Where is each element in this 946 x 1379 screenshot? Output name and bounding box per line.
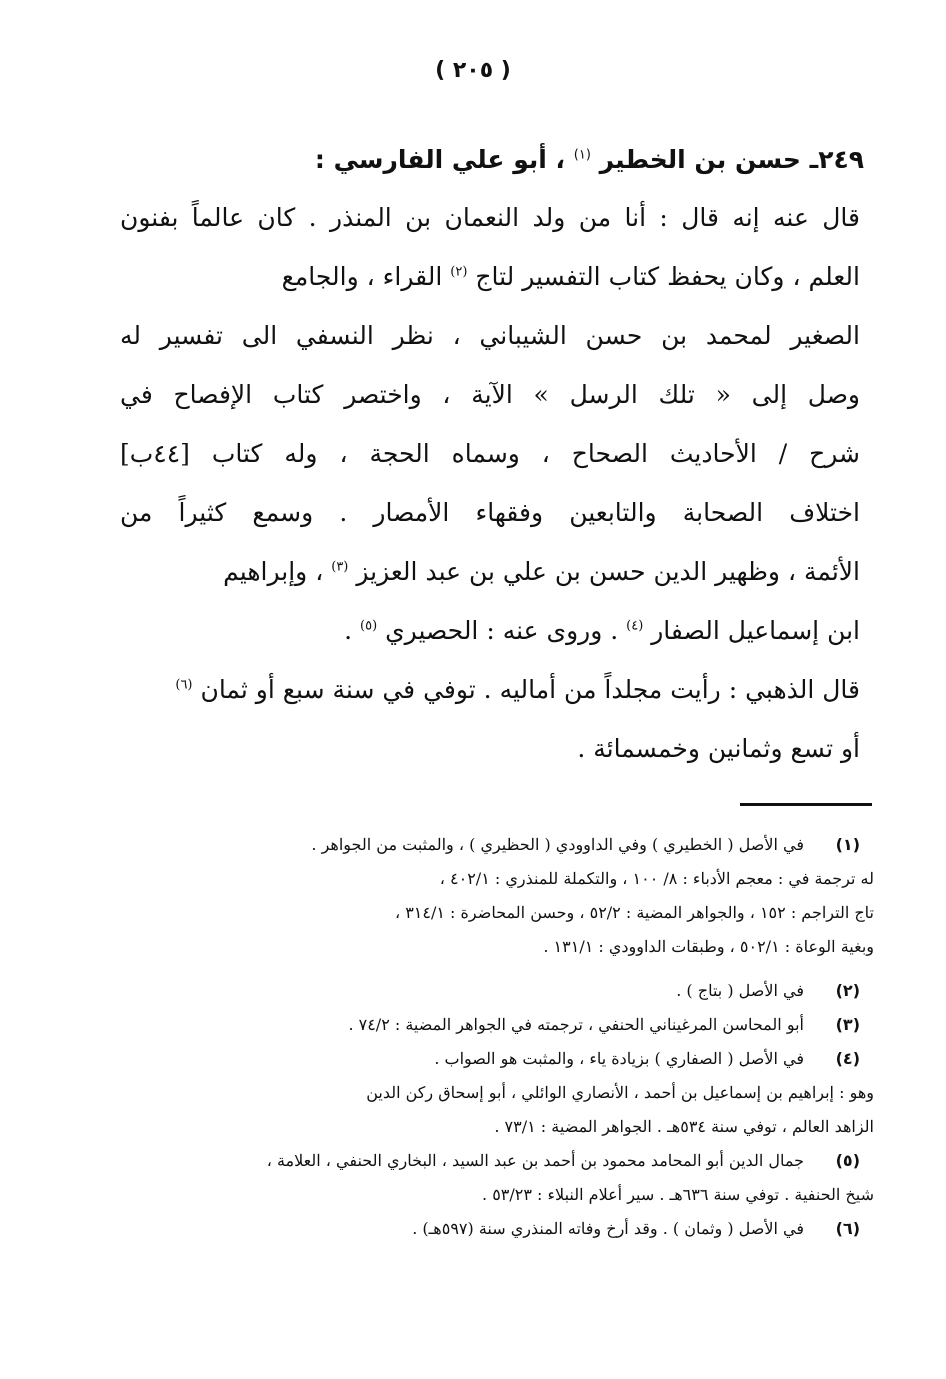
- entry-heading: [104, 140, 864, 180]
- footnote-ref: (٢): [450, 264, 468, 280]
- footnote-number: (٥): [835, 1151, 860, 1170]
- footnotes: [120, 828, 874, 1246]
- body-text: . وروى عنه : الحصيري: [385, 616, 619, 645]
- footnote: [120, 974, 860, 1008]
- footnote-text: [120, 1042, 874, 1144]
- body-text: قال الذهبي : رأيت مجلداً من أماليه . توفي في سنة سبع أو ثمان: [200, 675, 860, 704]
- footnote: [120, 1144, 874, 1212]
- footnote-line: تاج التراجم : ١٥٢ ، والجواهر المضية : ٥٢/٢ ، وحسن المحاضرة : ٣١٤/١ ،: [394, 903, 874, 922]
- body-line: [120, 660, 860, 719]
- footnote-text: [120, 1008, 804, 1042]
- footnote-line: في الأصل ( وثمان ) . وقد أرخ وفاته المنذري سنة (٥٩٧هـ) .: [412, 1219, 804, 1238]
- body-line: [120, 542, 860, 601]
- body-line: أو تسع وثمانين وخمسمائة .: [577, 734, 860, 763]
- footnote-ref: (٦): [175, 677, 193, 693]
- entry-body: [120, 188, 860, 778]
- footnote: [120, 1008, 860, 1042]
- footnote-line: الزاهد العالم ، توفي سنة ٥٣٤هـ . الجواهر المضية : ٧٣/١ .: [494, 1117, 874, 1136]
- page-number: ( ٢٠٥ ): [435, 58, 511, 83]
- body-line: قال عنه إنه قال : أنا من ولد النعمان بن المنذر . كان عالماً بفنون: [120, 203, 860, 232]
- spacer: [120, 964, 860, 974]
- body-text: .: [344, 616, 353, 645]
- footnote-number: (٦): [835, 1219, 860, 1238]
- footnote-ref: (٥): [360, 618, 378, 634]
- body-line: الصغير لمحمد بن حسن الشيباني ، نظر النسفي الى تفسير له: [120, 321, 860, 350]
- footnote-number: (١): [835, 835, 860, 854]
- entry-name: حسن بن الخطير: [599, 145, 801, 174]
- body-text: الأئمة ، وظهير الدين حسن بن علي بن عبد العزيز: [356, 557, 860, 586]
- footnote-text: [120, 828, 874, 964]
- footnote: [120, 1212, 860, 1246]
- body-text: ، وإبراهيم: [223, 557, 324, 586]
- footnote-separator: [740, 803, 872, 806]
- footnote-line: وهو : إبراهيم بن إسماعيل بن أحمد ، الأنصاري الوائلي ، أبو إسحاق ركن الدين: [366, 1083, 874, 1102]
- footnote-line: في الأصل ( الخطيري ) وفي الداوودي ( الحظيري ) ، والمثبت من الجواهر .: [311, 835, 804, 854]
- footnote-line: له ترجمة في : معجم الأدباء : ٨/ ١٠٠ ، والتكملة للمنذري : ٤٠٢/١ ،: [439, 869, 874, 888]
- footnote: [120, 828, 874, 964]
- footnote-line: جمال الدين أبو المحامد محمود بن أحمد بن عبد السيد ، البخاري الحنفي ، العلامة ،: [266, 1151, 804, 1170]
- entry-number: ٢٤٩ـ: [809, 145, 864, 174]
- footnote-line: في الأصل ( بتاج ) .: [676, 981, 804, 1000]
- footnote-line: وبغية الوعاة : ٥٠٢/١ ، وطبقات الداوودي : ١٣١/١ .: [543, 937, 874, 956]
- entry-kunya: ، أبو علي الفارسي :: [314, 145, 566, 174]
- body-line: وصل إلى « تلك الرسل » الآية ، واختصر كتاب الإفصاح في: [120, 380, 860, 409]
- footnote-text: [120, 1144, 874, 1212]
- footnote-ref: (٣): [331, 559, 349, 575]
- body-text: القراء ، والجامع: [281, 262, 443, 291]
- footnote-ref: (١): [573, 147, 591, 163]
- body-line: [120, 601, 860, 660]
- body-text: العلم ، وكان يحفظ كتاب التفسير لتاج: [475, 262, 860, 291]
- footnote-number: (٤): [835, 1049, 860, 1068]
- footnote-line: في الأصل ( الصفاري ) بزيادة ياء ، والمثبت هو الصواب .: [434, 1049, 804, 1068]
- footnote-ref: (٤): [626, 618, 644, 634]
- footnote-text: [120, 974, 804, 1008]
- footnote-line: شيخ الحنفية . توفي سنة ٦٣٦هـ . سير أعلام النبلاء : ٥٣/٢٣ .: [482, 1185, 874, 1204]
- body-line: اختلاف الصحابة والتابعين وفقهاء الأمصار . وسمع كثيراً من: [120, 498, 860, 527]
- footnote-number: (٢): [835, 981, 860, 1000]
- footnote-text: [120, 1212, 804, 1246]
- footnote-line: أبو المحاسن المرغيناني الحنفي ، ترجمته في الجواهر المضية : ٧٤/٢ .: [348, 1015, 804, 1034]
- footnote-number: (٣): [835, 1015, 860, 1034]
- body-line: شرح / الأحاديث الصحاح ، وسماه الحجة ، وله كتاب [٤٤ب]: [120, 439, 860, 468]
- body-text: ابن إسماعيل الصفار: [651, 616, 860, 645]
- footnote: [120, 1042, 874, 1144]
- body-line: [120, 247, 860, 306]
